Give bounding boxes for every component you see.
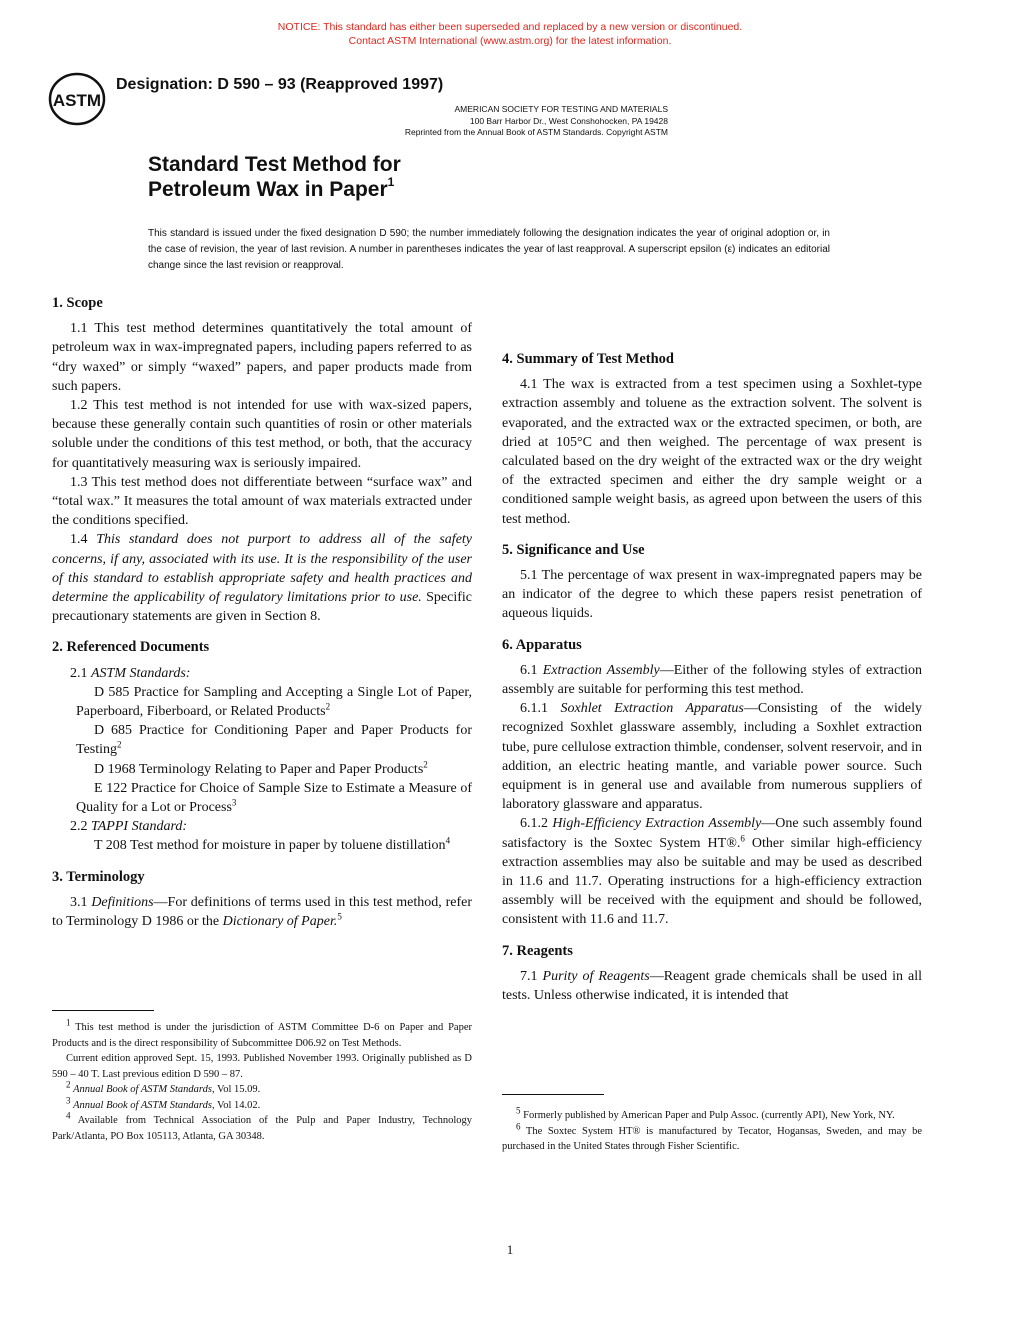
logo-text: ASTM	[52, 91, 102, 110]
footnote-3: $^3$ Annual Book of ASTM Standards, Vol 14.02.	[66, 1095, 261, 1111]
society-name: AMERICAN SOCIETY FOR TESTING AND MATERIALS	[454, 104, 668, 114]
footnote-2: $^2$ Annual Book of ASTM Standards, Vol 15.09.	[66, 1079, 261, 1095]
section-4-heading: 4. Summary of Test Method	[502, 351, 674, 367]
ref-e122: E 122 Practice for Choice of Sample Size to Estimate a Measure of Quality for a Lot or Process$^3$	[76, 780, 472, 816]
footnote-rule-right	[502, 1094, 604, 1095]
designation: Designation: D 590 – 93 (Reapproved 1997)	[116, 76, 444, 93]
footnote-1-cont: Current edition approved Sept. 15, 1993. Published November 1993. Originally published as D 590 – 40 T. Last previous edition D 590 – 87.	[52, 1053, 472, 1080]
para-6-1-2: 6.1.2 High-Efficiency Extraction Assembly—One such assembly found satisfactory is the Soxtec System HT®.$^6$ Other similar high-efficiency extraction assemblies may also be suitable and may be used as described in 11.6 and 11.7. Operating instructions for a high-efficiency extraction assembly will be received with the equipment and should be followed, consistent with 11.6 and 11.7.	[502, 816, 922, 928]
para-1-4: 1.4 This standard does not purport to address all of the safety concerns, if any, associated with its use. It is the responsibility of the user of this standard to establish appropriate safety and health practices and determine the applicability of regulatory limitations prior to use. Specific precautionary statements are given in Section 8.	[52, 532, 473, 625]
section-3-heading: 3. Terminology	[52, 868, 145, 885]
footnote-rule-left	[52, 1010, 154, 1011]
intro-paragraph: This standard is issued under the fixed designation D 590; the number immediately following the designation indicates the year of original adoption or, in the case of revision, the year of last revision. A number in parentheses indicates the year of last reapproval. A superscript epsilon (ε) indicates an editorial change since the last revision or reapproval.	[148, 228, 830, 271]
para-7-1: 7.1 Purity of Reagents—Reagent grade chemicals shall be used in all tests. Unless otherwise indicated, it is intended that	[502, 968, 922, 1004]
column-continuation-spacer	[502, 294, 922, 338]
footnote-5: $^5$ Formerly published by American Paper and Pulp Assoc. (currently API), New York, NY.	[516, 1105, 895, 1121]
publisher-info	[330, 104, 668, 139]
ref-d1968: D 1968 Terminology Relating to Paper and Paper Products$^2$	[94, 759, 428, 777]
section-5-heading: 5. Significance and Use	[502, 541, 645, 558]
para-1-2: 1.2 This test method is not intended for use with wax-sized papers, because these generally contain such quantities of rosin or other materials soluble under the conditions of this test method, or both, that the accuracy for quantitatively measuring wax is seriously impaired.	[52, 398, 472, 471]
society-address: 100 Barr Harbor Dr., West Conshohocken, PA 19428	[469, 115, 668, 126]
footnote-1: $^1$ This test method is under the jurisdiction of ASTM Committee D-6 on Paper and Paper Products and is the direct responsibility of Subcommittee D06.92 on Test Methods.	[52, 1017, 472, 1049]
para-6-1: 6.1 Extraction Assembly—Either of the following styles of extraction assembly are suitable for performing this test method.	[502, 662, 922, 698]
para-2-2: 2.2 TAPPI Standard:	[70, 819, 188, 835]
title-line-2: Petroleum Wax in Paper$^1$	[148, 175, 395, 201]
section-7-heading: 7. Reagents	[502, 942, 573, 959]
notice-line-2: Contact ASTM International (www.astm.org) for the latest information.	[348, 35, 672, 47]
title-line-1: Standard Test Method for	[148, 153, 401, 176]
para-3-1: 3.1 Definitions—For definitions of terms used in this test method, refer to Terminology D 1986 or the Dictionary of Paper.$^5$	[52, 894, 472, 930]
section-1-heading: 1. Scope	[52, 295, 103, 311]
document-title	[148, 152, 401, 202]
footnotes-right	[502, 1105, 922, 1155]
astm-logo	[48, 72, 106, 126]
right-column	[502, 294, 922, 1005]
section-6-heading: 6. Apparatus	[502, 636, 582, 653]
page-number: 1	[506, 1242, 514, 1257]
para-2-1: 2.1 ASTM Standards:	[70, 665, 191, 681]
notice-line-1: NOTICE: This standard has either been superseded and replaced by a new version or discontinued.	[277, 21, 743, 33]
para-6-1-1: 6.1.1 Soxhlet Extraction Apparatus—Consisting of the widely recognized Soxhlet glassware assembly, including a Soxhlet extraction tube, pure cellulose extraction thimble, condenser, solvent reservoir, and in addition, an electric heating mantle, and variable power source. Such equipment is in general use and available from numerous suppliers of laboratory glassware and apparatus.	[502, 701, 923, 813]
title-footnote-mark: 1	[387, 175, 395, 189]
para-4-1: 4.1 The wax is extracted from a test specimen using a Soxhlet-type extraction assembly and toluene as the extraction solvent. The solvent is evaporated, and the extracted wax or the extracted specimen, or both, are dried at 105°C and then weighed. The percentage of wax present is calculated based on the dry weight of the extracted wax or the dry weight of the extracted specimen and either the dry sample weight or a conditioned sample weight basis, as agreed upon between the users of this test method.	[502, 377, 922, 527]
left-column	[52, 294, 472, 931]
footnote-6: $^6$ The Soxtec System HT® is manufactured by Tecator, Hogansas, Sweden, and may be purchased in the United States through Fisher Scientific.	[502, 1121, 922, 1152]
section-2-heading: 2. Referenced Documents	[52, 639, 210, 656]
reprint-note: Reprinted from the Annual Book of ASTM Standards. Copyright ASTM	[404, 127, 668, 137]
footnote-4: $^4$ Available from Technical Association of the Pulp and Paper Industry, Technology Park/Atlanta, PO Box 105113, Atlanta, GA 30348.	[52, 1110, 472, 1142]
ref-d585: D 585 Practice for Sampling and Accepting a Single Lot of Paper, Paperboard, Fiberboard, or Related Products$^2$	[76, 684, 472, 720]
para-5-1: 5.1 The percentage of wax present in wax-impregnated papers may be an indicator of the degree to which these papers resist penetration of aqueous liquids.	[502, 568, 922, 622]
ref-t208: T 208 Test method for moisture in paper by toluene distillation$^4$	[94, 835, 451, 854]
para-1-3: 1.3 This test method does not differentiate between “surface wax” and “total wax.” It measures the total amount of wax materials extracted under the conditions specified.	[52, 474, 472, 529]
withdrawal-notice	[0, 20, 1020, 48]
para-1-1: 1.1 This test method determines quantitatively the total amount of petroleum wax in wax-impregnated papers, including papers referred to as “dry waxed” or simply “waxed” papers, and paper products made from such papers.	[52, 321, 472, 394]
footnotes-left	[52, 1017, 472, 1144]
ref-d685: D 685 Practice for Conditioning Paper and Paper Products for Testing$^2$	[76, 723, 472, 758]
